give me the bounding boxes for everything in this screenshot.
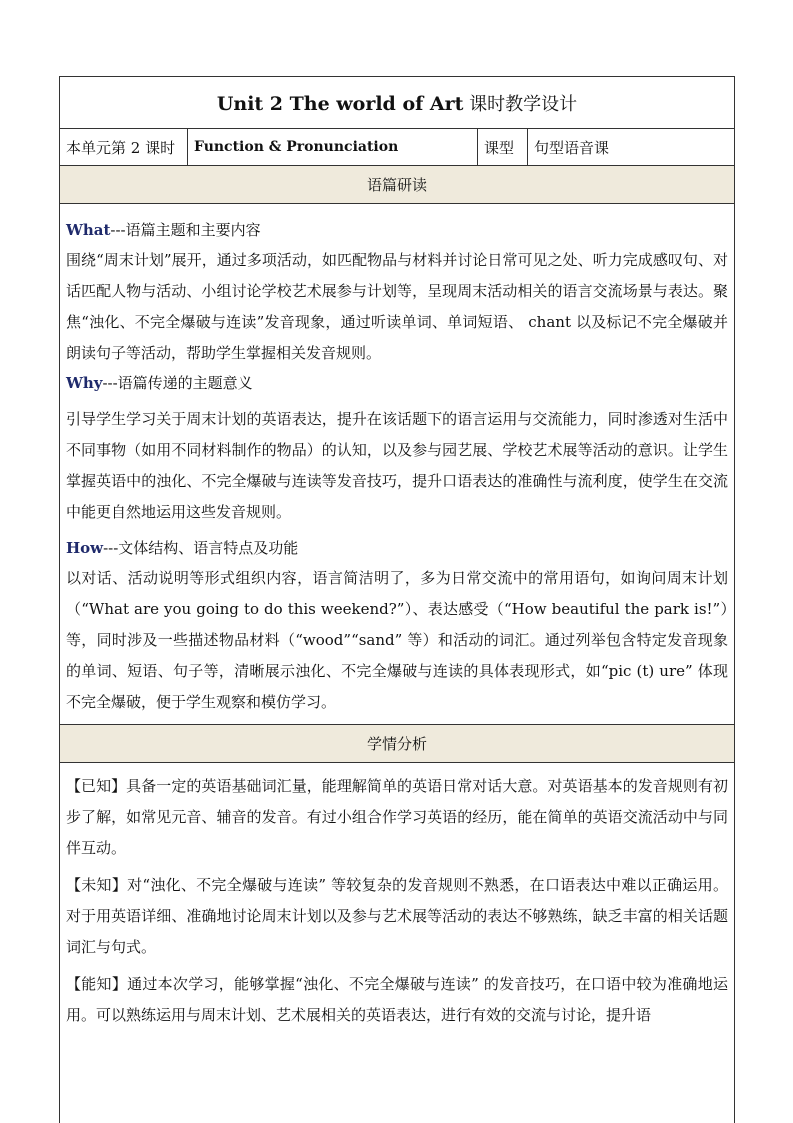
how-label: How [66, 539, 104, 557]
able-paragraph: 【能知】通过本次学习，能够掌握“浊化、不完全爆破与连读” 的发音技巧，在口语中较为准确地运用。可以熟练运用与周末计划、艺术展相关的英语表达，进行有效的交流与讨论，提升语 [66, 975, 728, 1024]
known-paragraph: 【已知】具备一定的英语基础词汇量，能理解简单的英语日常对话大意。对英语基本的发音规则有初步了解，如常见元音、辅音的发音。有过小组合作学习英语的经历，能在简单的英语交流活动中与同伴互动。 [66, 777, 728, 857]
text-study-content [60, 204, 734, 725]
how-heading [66, 534, 728, 563]
why-subtitle: ---语篇传递的主题意义 [102, 374, 253, 392]
why-heading [66, 369, 728, 398]
unknown-paragraph: 【未知】对“浊化、不完全爆破与连读” 等较复杂的发音规则不熟悉，在口语表达中难以正确运用。对于用英语详细、准确地讨论周末计划以及参与艺术展等活动的表达不够熟练，缺乏丰富的相关话题词汇与句式。 [66, 876, 728, 956]
why-paragraph: 引导学生学习关于周末计划的英语表达，提升在该话题下的语言运用与交流能力，同时渗透对生活中不同事物（如用不同材料制作的物品）的认知，以及参与园艺展、学校艺术展等活动的意识。让学生掌握英语中的浊化、不完全爆破与连读等发音技巧，提升口语表达的准确性与流利度，使学生在交流中能更自然地运用这些发音规则。 [66, 410, 728, 521]
title-row [60, 77, 734, 129]
title-cn: 课时教学设计 [463, 93, 578, 115]
what-paragraph: 围绕“周末计划”展开，通过多项活动，如匹配物品与材料并讨论日常可见之处、听力完成感叹句、对话匹配人物与活动、小组讨论学校艺术展参与计划等，呈现周末活动相关的语言交流场景与表达。聚焦“浊化、不完全爆破与连读”发音现象，通过听读单词、单词短语、 chant 以及标记不完全爆破并朗读句子等活动，帮助学生掌握相关发音规则。 [66, 251, 728, 362]
type-value-cell: 句型语音课 [534, 138, 610, 157]
what-label: What [66, 221, 111, 239]
why-label: Why [66, 374, 103, 392]
title-en: Unit 2 The world of Art [216, 92, 464, 115]
lesson-cell: 本单元第 2 课时 [60, 129, 188, 165]
what-subtitle: ---语篇主题和主要内容 [110, 221, 261, 239]
how-subtitle: ---文体结构、语言特点及功能 [103, 539, 299, 557]
section-bar-learner-analysis: 学情分析 [60, 725, 734, 763]
how-paragraph: 以对话、活动说明等形式组织内容，语言简洁明了，多为日常交流中的常用语句，如询问周末计划（“What are you going to do this weekend?”）、表达感受（“How beautiful the park is!”）等，同时涉及一些描述物品材料（“wood”“sand” 等）和活动的词汇。通过列举包含特定发音现象的单词、短语、句子等，清晰展示浊化、不完全爆破与连读的具体表现形式，如“pic (t) ure” 体现不完全爆破，便于学生观察和模仿学习。 [66, 569, 728, 711]
meta-row [60, 129, 734, 166]
learner-analysis-content [60, 763, 734, 1031]
lesson-plan-table [59, 76, 735, 1123]
type-label-cell: 课型 [478, 129, 528, 165]
topic-cell: Function & Pronunciation [188, 129, 478, 165]
section-bar-text-study: 语篇研读 [60, 166, 734, 204]
what-heading [66, 216, 728, 245]
page-title [217, 90, 577, 116]
